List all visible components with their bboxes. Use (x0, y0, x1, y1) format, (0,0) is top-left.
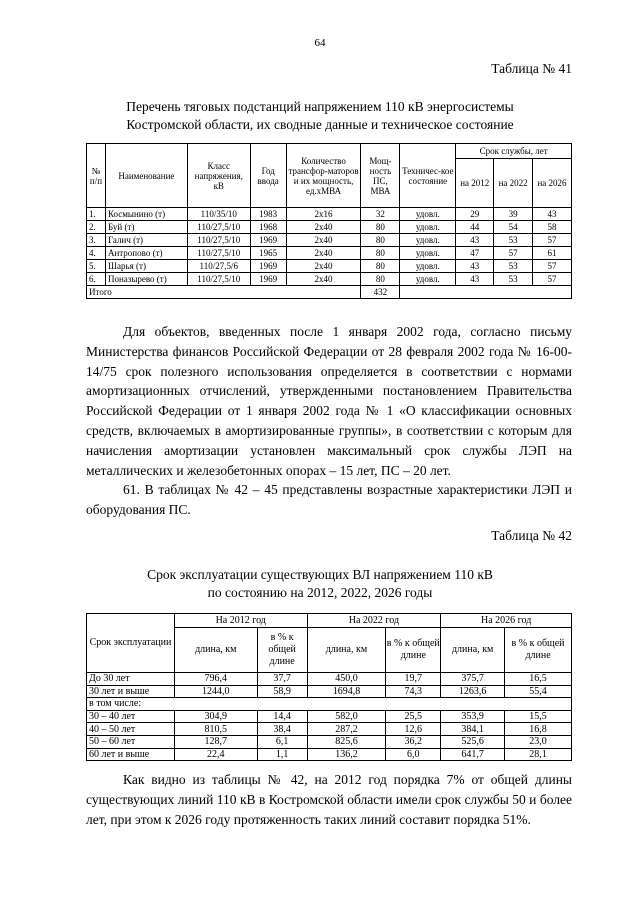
table-row (87, 234, 572, 247)
paragraph-conclusion: Как видно из таблицы № 42, на 2012 год порядка 7% от общей длины существующих линий 110 кВ в Костромской области имели срок службы 50 и более лет, при этом к 2026 году протяженность таких линий составит порядка 51%. (86, 772, 572, 827)
header-length-2022: длина, км (307, 628, 386, 673)
table-row (87, 673, 572, 686)
cell-2026: 57 (533, 260, 572, 273)
header-transformers: Количество трансфор-маторов и их мощность, ед.хМВА (286, 144, 361, 208)
cell-percent-2026: 55,4 (505, 685, 572, 698)
cell-percent-2012: 37,7 (257, 673, 307, 686)
cell-num: 2. (87, 221, 106, 234)
overhead-lines-table (86, 613, 572, 761)
cell-2026: 61 (533, 247, 572, 260)
cell-length-2022: 287,2 (307, 723, 386, 736)
cell-year: 1983 (250, 208, 286, 221)
cell-length-2026: 353,9 (441, 710, 505, 723)
cell-transformers: 2х40 (286, 234, 361, 247)
paragraph-amortization: Для объектов, введенных после 1 января 2002 года, согласно письму Министерства финансов Российской Федерации от 28 февраля 2002 года № 16-00-14/75 срок полезного использования определяется в соответствии с нормами амортизационных отчислений, утвержденными постановлением Правительства Российской Федерации от 1 января 2002 года № 1 «О классификации основных средств, включаемых в амортизированные группы», в соответствии с которым для начисления амортизации установлен максимальный срок службы ЛЭП на металлических и железобетонных опорах – 15 лет, ПС – 20 лет. (86, 324, 572, 478)
cell-name: Космынино (т) (105, 208, 187, 221)
header-percent-2022: в % к общей длине (386, 628, 441, 673)
cell-length-2022: 136,2 (307, 748, 386, 761)
header-percent-2012: в % к общей длине (257, 628, 307, 673)
cell-period: До 30 лет (87, 673, 175, 686)
substations-table (86, 143, 572, 299)
cell-num: 6. (87, 273, 106, 286)
header-year: Год ввода (250, 144, 286, 208)
cell-year: 1969 (250, 260, 286, 273)
cell-transformers: 2х40 (286, 260, 361, 273)
cell-voltage: 110/27,5/10 (187, 221, 250, 234)
header-num: № п/п (87, 144, 106, 208)
cell-2022: 54 (494, 221, 533, 234)
cell-period: 40 – 50 лет (87, 723, 175, 736)
cell-length-2012: 810,5 (174, 723, 257, 736)
cell-percent-2026: 16,8 (505, 723, 572, 736)
header-2022: На 2022 год (307, 614, 441, 628)
table-row (87, 208, 572, 221)
header-name: Наименование (105, 144, 187, 208)
conclusion-text (86, 770, 572, 829)
cell-2022: 53 (494, 260, 533, 273)
header-condition: Техничес-кое состояние (400, 144, 456, 208)
subheader-row (87, 698, 572, 711)
cell-num: 1. (87, 208, 106, 221)
cell-year: 1969 (250, 273, 286, 286)
total-label: Итого (87, 286, 361, 299)
cell-power: 80 (361, 273, 400, 286)
cell-length-2026: 525,6 (441, 735, 505, 748)
header-length-2026: длина, км (441, 628, 505, 673)
header-2026: На 2026 год (441, 614, 572, 628)
cell-num: 5. (87, 260, 106, 273)
cell-period: 60 лет и выше (87, 748, 175, 761)
body-text (86, 322, 572, 520)
cell-voltage: 110/27,5/10 (187, 247, 250, 260)
cell-power: 80 (361, 260, 400, 273)
header-power: Мощ-ность ПС, МВА (361, 144, 400, 208)
cell-percent-2012: 6,1 (257, 735, 307, 748)
cell-percent-2022: 36,2 (386, 735, 441, 748)
table-row (87, 221, 572, 234)
cell-2026: 58 (533, 221, 572, 234)
cell-percent-2026: 28,1 (505, 748, 572, 761)
cell-num: 3. (87, 234, 106, 247)
cell-2012: 47 (456, 247, 494, 260)
cell-transformers: 2х40 (286, 247, 361, 260)
cell-period: 30 лет и выше (87, 685, 175, 698)
cell-percent-2012: 14,4 (257, 710, 307, 723)
header-period: Срок эксплуатации (87, 614, 175, 673)
header-percent-2026: в % к общей длине (505, 628, 572, 673)
header-2012: на 2012 (456, 159, 494, 208)
cell-2026: 43 (533, 208, 572, 221)
table-42-title-line2: по состоянию на 2012, 2022, 2026 годы (207, 585, 433, 600)
cell-power: 80 (361, 221, 400, 234)
cell-length-2012: 1244,0 (174, 685, 257, 698)
header-2026: на 2026 (533, 159, 572, 208)
cell-year: 1965 (250, 247, 286, 260)
cell-length-2026: 1263,6 (441, 685, 505, 698)
cell-percent-2022: 12,6 (386, 723, 441, 736)
header-service-life: Срок службы, лет (456, 144, 572, 159)
cell-power: 80 (361, 234, 400, 247)
paragraph-61: 61. В таблицах № 42 – 45 представлены возрастные характеристики ЛЭП и оборудования ПС. (86, 482, 572, 518)
total-empty (400, 286, 572, 299)
cell-condition: удовл. (400, 234, 456, 247)
table-row (87, 723, 572, 736)
cell-percent-2022: 25,5 (386, 710, 441, 723)
cell-condition: удовл. (400, 247, 456, 260)
cell-percent-2026: 16,5 (505, 673, 572, 686)
cell-2012: 44 (456, 221, 494, 234)
cell-condition: удовл. (400, 260, 456, 273)
cell-2012: 43 (456, 273, 494, 286)
cell-voltage: 110/35/10 (187, 208, 250, 221)
cell-power: 80 (361, 247, 400, 260)
cell-2026: 57 (533, 273, 572, 286)
cell-condition: удовл. (400, 221, 456, 234)
cell-condition: удовл. (400, 208, 456, 221)
table-42-caption: Таблица № 42 (491, 528, 572, 543)
table-41-title (60, 98, 580, 134)
table-42-title-line1: Срок эксплуатации существующих ВЛ напряжением 110 кВ (147, 567, 493, 582)
cell-length-2022: 825,6 (307, 735, 386, 748)
cell-length-2026: 375,7 (441, 673, 505, 686)
cell-2022: 57 (494, 247, 533, 260)
cell-condition: удовл. (400, 273, 456, 286)
cell-percent-2012: 38,4 (257, 723, 307, 736)
total-power: 432 (361, 286, 400, 299)
cell-percent-2012: 58,9 (257, 685, 307, 698)
cell-2012: 29 (456, 208, 494, 221)
cell-length-2026: 641,7 (441, 748, 505, 761)
cell-voltage: 110/27,5/6 (187, 260, 250, 273)
cell-name: Буй (т) (105, 221, 187, 234)
cell-length-2012: 304,9 (174, 710, 257, 723)
table-row (87, 260, 572, 273)
page-number: 64 (314, 37, 326, 49)
cell-2012: 43 (456, 234, 494, 247)
cell-2012: 43 (456, 260, 494, 273)
table-41-caption: Таблица № 41 (491, 61, 572, 76)
table-41-title-line2: Костромской области, их сводные данные и техническое состояние (126, 117, 514, 132)
cell-percent-2022: 6,0 (386, 748, 441, 761)
cell-length-2012: 796,4 (174, 673, 257, 686)
cell-2022: 53 (494, 234, 533, 247)
cell-transformers: 2х16 (286, 208, 361, 221)
cell-voltage: 110/27,5/10 (187, 234, 250, 247)
cell-length-2022: 1694,8 (307, 685, 386, 698)
cell-transformers: 2х40 (286, 273, 361, 286)
cell-period: 50 – 60 лет (87, 735, 175, 748)
table-row (87, 247, 572, 260)
cell-length-2012: 128,7 (174, 735, 257, 748)
cell-percent-2012: 1,1 (257, 748, 307, 761)
cell-voltage: 110/27,5/10 (187, 273, 250, 286)
table-row (87, 748, 572, 761)
table-row (87, 273, 572, 286)
cell-year: 1968 (250, 221, 286, 234)
subheader-including: в том числе: (87, 698, 572, 711)
table-42-title (60, 566, 580, 602)
cell-percent-2026: 23,0 (505, 735, 572, 748)
table-row (87, 710, 572, 723)
header-2012: На 2012 год (174, 614, 307, 628)
cell-2022: 39 (494, 208, 533, 221)
header-length-2012: длина, км (174, 628, 257, 673)
cell-power: 32 (361, 208, 400, 221)
cell-name: Поназырево (т) (105, 273, 187, 286)
cell-length-2022: 582,0 (307, 710, 386, 723)
table-row (87, 735, 572, 748)
cell-length-2026: 384,1 (441, 723, 505, 736)
cell-2026: 57 (533, 234, 572, 247)
cell-name: Галич (т) (105, 234, 187, 247)
cell-name: Шарья (т) (105, 260, 187, 273)
cell-period: 30 – 40 лет (87, 710, 175, 723)
header-voltage: Класс напряжения, кВ (187, 144, 250, 208)
cell-name: Антропово (т) (105, 247, 187, 260)
cell-length-2012: 22,4 (174, 748, 257, 761)
header-2022: на 2022 (494, 159, 533, 208)
cell-percent-2022: 19,7 (386, 673, 441, 686)
cell-length-2022: 450,0 (307, 673, 386, 686)
table-row (87, 685, 572, 698)
total-row (87, 286, 572, 299)
table-41-title-line1: Перечень тяговых подстанций напряжением 110 кВ энергосистемы (126, 99, 514, 114)
cell-percent-2026: 15,5 (505, 710, 572, 723)
cell-year: 1969 (250, 234, 286, 247)
cell-num: 4. (87, 247, 106, 260)
cell-transformers: 2х40 (286, 221, 361, 234)
cell-2022: 53 (494, 273, 533, 286)
cell-percent-2022: 74,3 (386, 685, 441, 698)
